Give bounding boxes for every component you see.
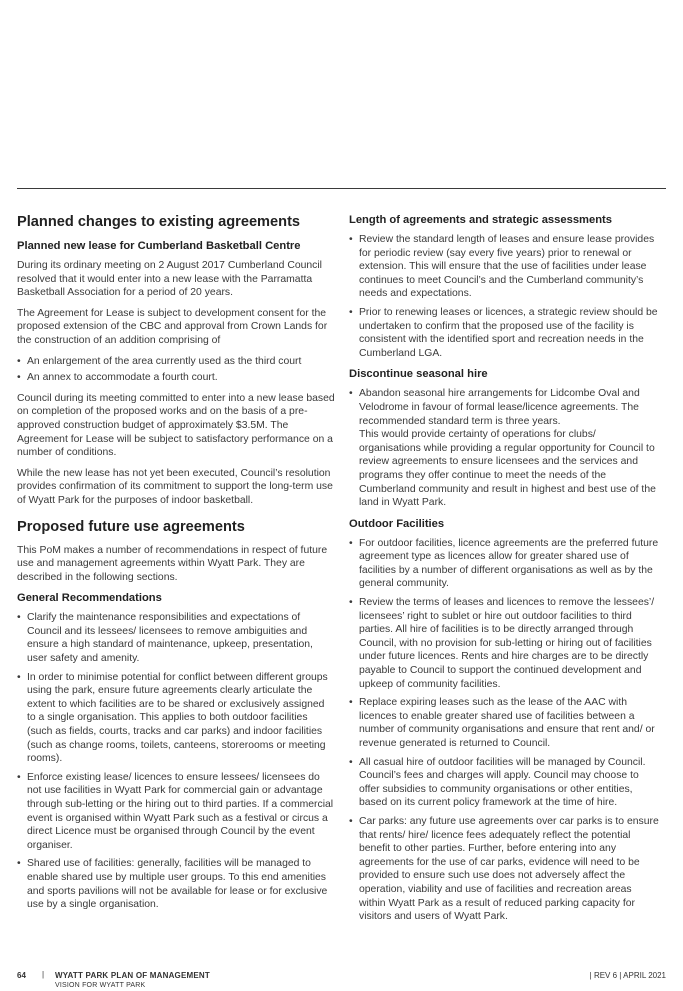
paragraph-agreement-for-lease: The Agreement for Lease is subject to development consent for the proposed extension of the CBC and approval from Crown Lands for the construction of an addition comprising of bbox=[17, 307, 328, 346]
list-item: • Enforce existing lease/ licences to ensure lessees/ licensees do not use facilities in Wyatt Park for commercial gain or advantage through sub-letting or the hiring out to third parties. If a commercial event is organised within Wyatt Park such as a festival or circus a direct Licence must be organised through Council by the event organiser. bbox=[17, 771, 335, 853]
heading-length-of-agreements: Length of agreements and strategic assessments bbox=[349, 214, 612, 226]
list-general-recommendations bbox=[17, 611, 335, 911]
list-item: • For outdoor facilities, licence agreements are the preferred future agreement type as licences allow for greater shared use of facilities by a number of different organisations as well as by the general community. bbox=[349, 537, 659, 591]
left-column bbox=[17, 213, 335, 919]
list-item: • Review the standard length of leases and ensure lease provides for periodic review (say every five years) prior to renewal or extension. This will ensure that the use of facilities under lease continues to meet Council’s and the Cumberland community’s needs and expectations. bbox=[349, 233, 659, 301]
seasonal-continuation-text: This would provide certainty of operations for clubs/ organisations while providing a regular opportunity for Council to review agreements to ensure licensees and the services and programs they offer continue to meet the needs of the Cumberland community and result in highest and best use of the land in Wyatt Park. bbox=[359, 429, 656, 509]
footer-separator: | bbox=[42, 970, 45, 979]
footer-section-title: VISION FOR WYATT PARK bbox=[55, 982, 146, 989]
heading-planned-new-lease: Planned new lease for Cumberland Basketball Centre bbox=[17, 240, 301, 252]
list-item: • Replace expiring leases such as the lease of the AAC with licences to enable greater shared use of facilities between a number of community organisations and ensure that rent and/ or revenue generated is returned to Council. bbox=[349, 696, 659, 750]
heading-discontinue-seasonal-hire: Discontinue seasonal hire bbox=[349, 368, 488, 381]
paragraph-ordinary-meeting: During its ordinary meeting on 2 August 2017 Cumberland Council resolved that it would enter into a new lease with the Parramatta Basketball Association for a period of 20 years. bbox=[17, 260, 322, 299]
list-addition-items bbox=[17, 355, 335, 385]
list-item: • Clarify the maintenance responsibilities and expectations of Council and its lessees/ licensees to remove ambiguities and ensure a high standard of maintenance, upkeep, presentation, user safety and amenity. bbox=[17, 611, 335, 665]
heading-general-recommendations: General Recommendations bbox=[17, 592, 162, 605]
paragraph-resolution: While the new lease has not yet been executed, Council’s resolution provides confirmation of its commitment to support the long-term use of Wyatt Park for the purposes of indoor basketball. bbox=[17, 467, 333, 506]
heading-outdoor-facilities: Outdoor Facilities bbox=[349, 517, 445, 530]
list-item: • All casual hire of outdoor facilities will be managed by Council. Council’s fees and charges will apply. Council may choose to offer subsidies to community organisations or other entities, based on its current policy framework at the time of hire. bbox=[349, 756, 659, 810]
heading-planned-changes: Planned changes to existing agreements bbox=[17, 214, 301, 230]
list-outdoor-facilities bbox=[349, 537, 659, 924]
seasonal-bullet-text: Abandon seasonal hire arrangements for Lidcombe Oval and Velodrome in favour of formal lease/licence agreements. The recommended standard term is three years. bbox=[359, 388, 640, 427]
list-length-of-agreements bbox=[349, 233, 659, 360]
footer-document-title: WYATT PARK PLAN OF MANAGEMENT bbox=[55, 971, 210, 980]
list-item bbox=[349, 387, 659, 509]
header-rule bbox=[17, 188, 666, 189]
list-item: • Shared use of facilities: generally, facilities will be managed to enable shared use by multiple user groups. To this end amenities and sports pavilions will not be available for lease or for exclusive use by a single organisation. bbox=[17, 857, 335, 911]
list-item: • Car parks: any future use agreements over car parks is to ensure that rents/ hire/ licence fees adequately reflect the potential benefit to other parties. Further, before entering into any agreements for the use of car parks, evidence will need to be provided to ensure such use does not adversely affect the operation, viability and use of facilities and recreation areas within Wyatt Park as a result of reduced parking capacity for visitors and users of Wyatt Park. bbox=[349, 815, 659, 924]
right-column bbox=[349, 213, 659, 931]
list-item: • An annex to accommodate a fourth court. bbox=[17, 371, 335, 385]
list-seasonal-hire bbox=[349, 387, 659, 509]
paragraph-pom-recommendations: This PoM makes a number of recommendations in respect of future use and management agreements within Wyatt Park. They are described in the following sections. bbox=[17, 544, 328, 583]
list-item: • Review the terms of leases and licences to remove the lessees’/ licensees’ right to sublet or hire out outdoor facilities to third parties. All hire of facilities is to be directly arranged through Council, with no provision for sub-letting or hiring out of facilities under future licences. Rents and hire charges are to be directly payable to Council to support the continued development and upkeep of community facilities. bbox=[349, 596, 659, 691]
list-item: • An enlargement of the area currently used as the third court bbox=[17, 355, 335, 369]
heading-proposed-future-use: Proposed future use agreements bbox=[17, 518, 245, 535]
page-number: 64 bbox=[17, 971, 26, 980]
list-item: • Prior to renewing leases or licences, a strategic review should be undertaken to confirm that the proposed use of the facility is consistent with the identified sport and recreation needs in the Cumberland LGA. bbox=[349, 306, 659, 360]
footer-revision: | REV 6 | APRIL 2021 bbox=[589, 971, 666, 980]
paragraph-council-committed: Council during its meeting committed to enter into a new lease based on completion of the proposed works and on the basis of a pre-approved construction budget of approximately $3.5M. The Agreement for Lease will be subject to satisfactory performance on a number of conditions. bbox=[17, 392, 335, 459]
list-item: • In order to minimise potential for conflict between different groups using the park, ensure future agreements clearly articulate the extent to which facilities are to be shared or exclusively assigned to a single organisation. This applies to both outdoor facilities (such as fields, courts, tracks and car parks) and indoor facilities (such as change rooms, toilets, canteens, storerooms or meeting rooms). bbox=[17, 671, 335, 766]
